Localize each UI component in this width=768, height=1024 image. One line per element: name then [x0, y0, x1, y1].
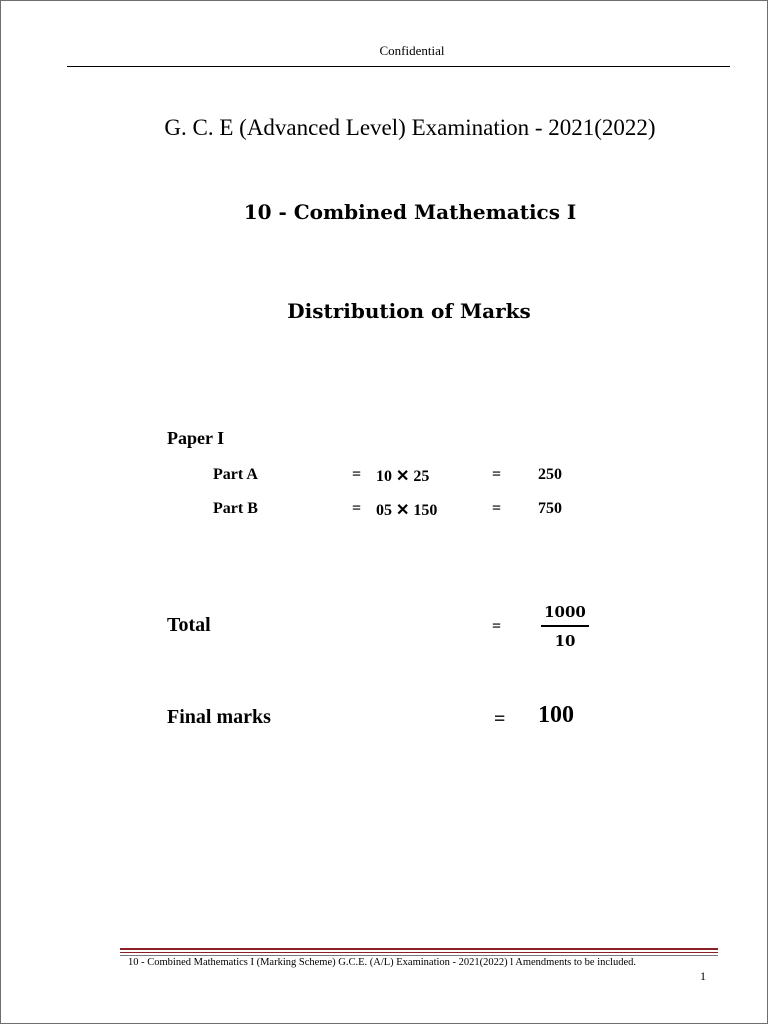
fraction-denominator: 10: [554, 632, 576, 650]
part-label: Part A: [213, 466, 258, 483]
part-label: Part B: [213, 500, 258, 517]
footer-rule: [120, 952, 718, 953]
final-equals-sign: =: [494, 708, 506, 730]
header-confidential: Confidential: [379, 43, 445, 58]
fraction-numerator: 1000: [544, 603, 586, 621]
footer-rule: [120, 955, 718, 956]
footer-rule: [120, 948, 718, 950]
part-calculation: 05 ✕ 150: [376, 502, 438, 519]
fraction-bar: [541, 625, 589, 627]
final-marks-label: Final marks: [167, 706, 271, 728]
page-number: 1: [700, 969, 706, 983]
subject-title: 10 - Combined Mathematics I: [243, 200, 577, 224]
exam-title: G. C. E (Advanced Level) Examination - 2021(2022): [164, 115, 656, 140]
total-label: Total: [167, 614, 211, 636]
equals-sign: =: [492, 500, 502, 517]
part-value: 750: [538, 500, 562, 517]
section-title: Distribution of Marks: [287, 299, 531, 323]
final-marks-value: 100: [538, 702, 574, 728]
total-fraction: [541, 602, 589, 651]
part-calculation: 10 ✕ 25: [376, 468, 430, 485]
part-value: 250: [538, 466, 562, 483]
total-equals-sign: =: [492, 618, 502, 635]
paper-label: Paper I: [167, 428, 225, 448]
equals-sign: =: [352, 500, 362, 517]
equals-sign: =: [352, 466, 362, 483]
header-rule: [67, 66, 730, 67]
equals-sign: =: [492, 466, 502, 483]
footer-text: 10 - Combined Mathematics I (Marking Scheme) G.C.E. (A/L) Examination - 2021(2022) l Amendments to be included.: [128, 957, 636, 968]
